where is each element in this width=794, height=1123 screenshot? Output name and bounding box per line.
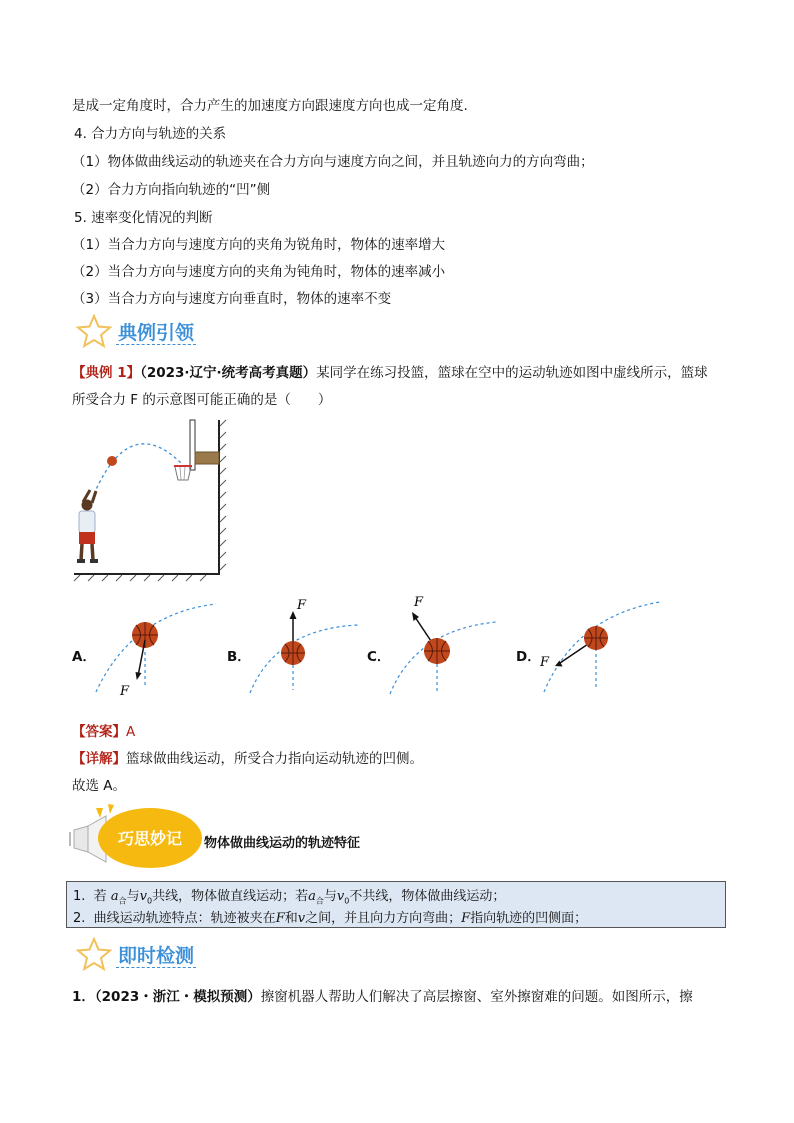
tip-box — [66, 881, 726, 928]
option-d-figure — [536, 596, 666, 696]
detail-label: 【详解】 — [72, 751, 126, 767]
tip-row-2: 2. 曲线运动轨迹特点：轨迹被夹在F和v之间，并且向力方向弯曲；F指向轨迹的凹侧面； — [73, 911, 588, 926]
detail-text: 篮球做曲线运动，所受合力指向运动轨迹的凹侧。 — [126, 751, 423, 767]
question-1-line — [72, 985, 693, 1005]
basketball-scene-figure — [70, 412, 230, 582]
body-line-2: 4. 合力方向与轨迹的关系 — [74, 126, 227, 142]
star-icon — [76, 937, 112, 971]
answer-value: A — [126, 724, 136, 740]
example-source: （2023·辽宁·统考高考真题） — [140, 365, 317, 381]
body-line-8: （3）当合力方向与速度方向垂直时，物体的速率不变 — [72, 291, 392, 307]
question-text: 擦窗机器人帮助人们解决了高层擦窗、室外擦窗难的问题。如图所示，擦 — [260, 989, 693, 1005]
svg-text:F: F — [120, 684, 130, 699]
tip-row-1: 1. 若 $a_合$与$v_0$共线，物体做直线运动；若$a_合$与$v_0$不共线，物体做曲线运动； — [73, 889, 506, 906]
option-b-label: B． — [227, 649, 251, 665]
option-c-label: C． — [367, 649, 391, 665]
svg-text:F: F — [540, 655, 550, 670]
section-title: 典例引领 — [118, 322, 195, 344]
svg-text:F: F — [297, 598, 307, 613]
body-line-6: （1）当合力方向与速度方向的夹角为锐角时，物体的速率增大 — [72, 237, 446, 253]
tip-badge-text: 巧思妙记 — [118, 829, 183, 848]
option-b-figure — [246, 595, 366, 705]
option-a-label: A． — [72, 649, 96, 665]
svg-text:F: F — [414, 595, 424, 610]
body-line-5: 5. 速率变化情况的判断 — [74, 210, 213, 226]
body-line-1: 是成一定角度时，合力产生的加速度方向跟速度方向也成一定角度. — [72, 98, 468, 114]
body-line-4: （2）合力方向指向轨迹的“凹”侧 — [72, 182, 271, 198]
heading-underline — [116, 967, 196, 968]
question-source: （2023・浙江・模拟预测） — [94, 989, 261, 1005]
section-title: 即时检测 — [118, 945, 195, 967]
option-d-label: D． — [516, 649, 541, 665]
example-line-2: 所受合力 F 的示意图可能正确的是（ ） — [72, 392, 332, 408]
example-tag: 【典例 1】 — [72, 365, 141, 381]
body-line-7: （2）当合力方向与速度方向的夹角为钝角时，物体的速率减小 — [72, 264, 446, 280]
answer-line — [72, 720, 135, 740]
question-number: 1． — [72, 989, 95, 1005]
heading-underline — [116, 344, 196, 345]
option-a-figure — [92, 600, 222, 710]
tip-title: 物体做曲线运动的轨迹特征 — [204, 836, 361, 851]
body-line-3: （1）物体做曲线运动的轨迹夹在合力方向与速度方向之间，并且轨迹向力的方向弯曲； — [72, 154, 594, 170]
detail-line — [72, 747, 423, 767]
option-c-figure — [386, 590, 506, 705]
example-line-1 — [72, 361, 708, 381]
example-text-1: 某同学在练习投篮，篮球在空中的运动轨迹如图中虚线所示，篮球 — [316, 365, 708, 381]
star-icon — [76, 314, 112, 348]
answer-label: 【答案】 — [72, 724, 126, 740]
conclusion-line: 故选 A。 — [72, 778, 127, 794]
